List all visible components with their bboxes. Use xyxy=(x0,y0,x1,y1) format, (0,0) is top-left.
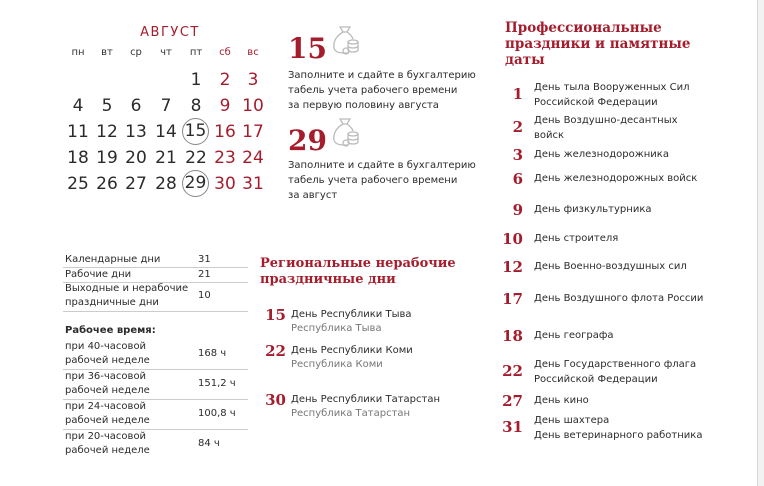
holiday-name: День ветеринарного работника xyxy=(534,430,703,441)
calendar-day: 31 xyxy=(242,174,264,194)
holiday-day: 1 xyxy=(512,85,523,103)
calendar-day: 2 xyxy=(219,70,231,90)
calendar-day: 29 xyxy=(182,170,209,197)
holiday-day: 18 xyxy=(502,327,523,345)
stat-label: Календарные дни xyxy=(65,254,161,265)
work-label: рабочей неделе xyxy=(65,385,150,396)
calendar-day: 14 xyxy=(155,122,177,142)
work-label: рабочей неделе xyxy=(65,355,150,366)
weekday-label: вс xyxy=(247,47,259,58)
money-bag-icon xyxy=(330,116,360,148)
weekday-label: пн xyxy=(71,47,85,58)
calendar-day: 22 xyxy=(185,148,207,168)
holiday-day: 2 xyxy=(512,118,523,136)
regional-day: 15 xyxy=(265,306,286,324)
weekday-label: сб xyxy=(219,47,231,58)
calendar-day: 10 xyxy=(242,96,264,116)
work-value: 168 ч xyxy=(198,348,227,359)
calendar-day: 9 xyxy=(219,96,231,116)
deadline-note: табель учета рабочего времени xyxy=(288,85,458,96)
deadline-note: Заполните и сдайте в бухгалтерию xyxy=(288,160,476,171)
calendar-day: 13 xyxy=(125,122,147,142)
regional-region: Республика Татарстан xyxy=(291,408,411,419)
calendar-day: 4 xyxy=(72,96,84,116)
calendar-day: 20 xyxy=(125,148,147,168)
holiday-day: 9 xyxy=(512,201,523,219)
stat-label: Рабочие дни xyxy=(65,269,132,280)
calendar-day: 3 xyxy=(247,70,259,90)
calendar-day: 28 xyxy=(155,174,177,194)
work-label: рабочей неделе xyxy=(65,415,150,426)
deadline-day: 15 xyxy=(288,32,327,65)
weekday-label: чт xyxy=(160,47,172,58)
weekday-label: пт xyxy=(189,47,203,58)
holiday-day: 12 xyxy=(502,258,523,276)
deadline-day: 29 xyxy=(288,124,327,157)
stat-value: 10 xyxy=(198,290,211,301)
calendar-day: 16 xyxy=(214,122,236,142)
calendar-day: 21 xyxy=(155,148,177,168)
deadline-note: за первую половину августа xyxy=(288,100,439,111)
calendar-day: 5 xyxy=(101,96,113,116)
regional-region: Республика Коми xyxy=(291,359,383,370)
divider xyxy=(63,282,248,283)
regional-name: День Республики Тыва xyxy=(291,309,412,320)
professional-title: даты xyxy=(505,52,545,68)
calendar-day: 8 xyxy=(190,96,202,116)
divider xyxy=(63,311,248,312)
calendar-day: 19 xyxy=(96,148,118,168)
regional-title: Региональные нерабочие xyxy=(260,256,456,271)
holiday-day: 10 xyxy=(502,230,523,248)
regional-region: Республика Тыва xyxy=(291,323,382,334)
regional-day: 30 xyxy=(265,391,286,409)
calendar-day: 15 xyxy=(182,118,209,145)
holiday-name: День железнодорожных войск xyxy=(534,173,698,184)
work-label: рабочей неделе xyxy=(65,445,150,456)
holiday-name: День Воздушного флота России xyxy=(534,293,704,304)
calendar-day: 1 xyxy=(190,70,202,90)
weekday-label: ср xyxy=(130,47,142,58)
deadline-note: за август xyxy=(288,190,338,201)
professional-title: праздники и памятные xyxy=(505,36,691,52)
holiday-day: 3 xyxy=(512,146,523,164)
holiday-name: День Военно-воздушных сил xyxy=(534,261,687,272)
holiday-day: 22 xyxy=(502,362,523,380)
holiday-name: войск xyxy=(534,130,565,141)
deadline-note: Заполните и сдайте в бухгалтерию xyxy=(288,70,476,81)
stat-label: Выходные и нерабочие xyxy=(65,283,189,294)
calendar-day: 23 xyxy=(214,148,236,168)
work-label: при 36-часовой xyxy=(65,371,147,382)
page-edge xyxy=(757,0,764,486)
regional-name: День Республики Коми xyxy=(291,345,413,356)
holiday-day: 17 xyxy=(502,290,523,308)
holiday-day: 6 xyxy=(512,170,523,188)
holiday-day: 27 xyxy=(502,392,523,410)
work-label: при 40-часовой xyxy=(65,341,147,352)
calendar-day: 25 xyxy=(67,174,89,194)
holiday-name: День железнодорожника xyxy=(534,149,669,160)
holiday-day: 31 xyxy=(502,418,523,436)
professional-title: Профессиональные xyxy=(505,20,662,36)
calendar-month: АВГУСТ xyxy=(140,25,200,40)
work-label: при 20-часовой xyxy=(65,431,147,442)
holiday-name: Российской Федерации xyxy=(534,97,658,108)
holiday-name: День тыла Вооруженных Сил xyxy=(534,82,690,93)
stat-label: праздничные дни xyxy=(65,297,159,308)
divider xyxy=(63,267,248,268)
calendar-day: 27 xyxy=(125,174,147,194)
holiday-name: День физкультурника xyxy=(534,204,652,215)
holiday-name: День кино xyxy=(534,395,589,406)
calendar-day: 26 xyxy=(96,174,118,194)
work-label: при 24-часовой xyxy=(65,401,147,412)
work-value: 100,8 ч xyxy=(198,408,236,419)
money-bag-icon xyxy=(330,24,360,56)
holiday-name: День Воздушно-десантных xyxy=(534,115,678,126)
work-value: 84 ч xyxy=(198,438,220,449)
calendar-day: 7 xyxy=(160,96,172,116)
holiday-name: День Государственного флага xyxy=(534,359,697,370)
calendar-day: 24 xyxy=(242,148,264,168)
work-value: 151,2 ч xyxy=(198,378,236,389)
calendar-day: 18 xyxy=(67,148,89,168)
work-time-title: Рабочее время: xyxy=(65,325,156,336)
holiday-name: День географа xyxy=(534,330,614,341)
holiday-name: Российской Федерации xyxy=(534,374,658,385)
stat-value: 31 xyxy=(198,254,211,265)
regional-title: праздничные дни xyxy=(260,272,396,287)
weekday-label: вт xyxy=(101,47,113,58)
deadline-note: табель учета рабочего времени xyxy=(288,175,458,186)
holiday-name: День шахтера xyxy=(534,415,610,426)
calendar-day: 12 xyxy=(96,122,118,142)
calendar-day: 30 xyxy=(214,174,236,194)
holiday-name: День строителя xyxy=(534,233,619,244)
calendar-day: 17 xyxy=(242,122,264,142)
calendar-day: 6 xyxy=(130,96,142,116)
stat-value: 21 xyxy=(198,269,211,280)
calendar-day: 11 xyxy=(67,122,89,142)
regional-day: 22 xyxy=(265,342,286,360)
regional-name: День Республики Татарстан xyxy=(291,394,441,405)
